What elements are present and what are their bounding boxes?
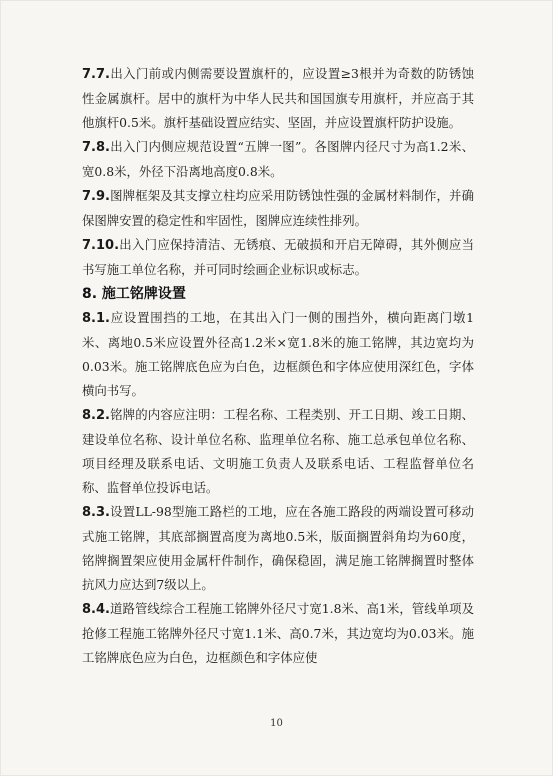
clause-number: 8.2.: [82, 408, 110, 423]
section-heading: 8. 施工铭牌设置: [82, 286, 186, 302]
paragraph-7-8: [82, 135, 474, 184]
clause-number: 8.4.: [82, 602, 110, 617]
document-body: [82, 62, 474, 670]
clause-text: 设置LL-98型施工路栏的工地，应在各施工路段的两端设置可移动式施工铭牌，其底部搁置高度为离地0.5米，版面搁置斜角均为60度，铭牌搁置架应使用金属杆件制作，确保稳固，满足施工铭牌搁置时整体抗风力应达到7级以上。: [82, 504, 474, 592]
clause-text: 铭牌的内容应注明：工程名称、工程类别、开工日期、竣工日期、建设单位名称、设计单位名称、监理单位名称、施工总承包单位名称、项目经理及联系电话、文明施工负责人及联系电话、工程监督单位名称、监督单位投诉电话。: [82, 407, 474, 495]
paragraph-8-4: [82, 597, 474, 670]
paragraph-7-9: [82, 184, 474, 233]
paragraph-8-2: [82, 403, 474, 500]
clause-text: 道路管线综合工程施工铭牌外径尺寸宽1.8米、高1米，管线单项及抢修工程施工铭牌外径尺寸宽1.1米、高0.7米，其边宽均为0.03米。施工铭牌底色应为白色，边框颜色和字体应使: [82, 601, 474, 665]
page-number: 10: [270, 718, 283, 729]
clause-number: 8.1.: [82, 311, 110, 326]
clause-text: 应设置围挡的工地，在其出入门一侧的围挡外，横向距离门墩1米、离地0.5米应设置外径高1.2米×宽1.8米的施工铭牌，其边宽均为0.03米。施工铭牌底色应为白色，边框颜色和字体应使用深红色，字体横向书写。: [82, 310, 474, 398]
clause-text: 图牌框架及其支撑立柱均应采用防锈蚀性强的金属材料制作，并确保图牌安置的稳定性和牢固性，图牌应连续性排列。: [82, 188, 474, 228]
clause-number: 7.8.: [82, 140, 110, 155]
clause-text: 出入门前或内侧需要设置旗杆的，应设置≥3根并为奇数的防锈蚀性金属旗杆。居中的旗杆为中华人民共和国国旗专用旗杆，并应高于其他旗杆0.5米。旗杆基础设置应结实、坚固，并应设置旗杆防护设施。: [82, 66, 474, 130]
paragraph-8-3: [82, 500, 474, 597]
clause-number: 7.7.: [82, 67, 110, 82]
clause-text: 出入门应保持清洁、无锈痕、无破损和开启无障碍，其外侧应当书写施工单位名称，并可同时绘画企业标识或标志。: [82, 237, 474, 277]
clause-number: 8.3.: [82, 505, 110, 520]
paragraph-8-1: [82, 306, 474, 403]
clause-number: 7.9.: [82, 189, 110, 204]
paragraph-7-10: [82, 233, 474, 282]
clause-number: 7.10.: [82, 238, 120, 253]
paragraph-7-7: [82, 62, 474, 135]
clause-text: 出入门内侧应规范设置“五牌一图”。各图牌内径尺寸为高1.2米、宽0.8米，外径下沿离地高度0.8米。: [82, 139, 474, 179]
